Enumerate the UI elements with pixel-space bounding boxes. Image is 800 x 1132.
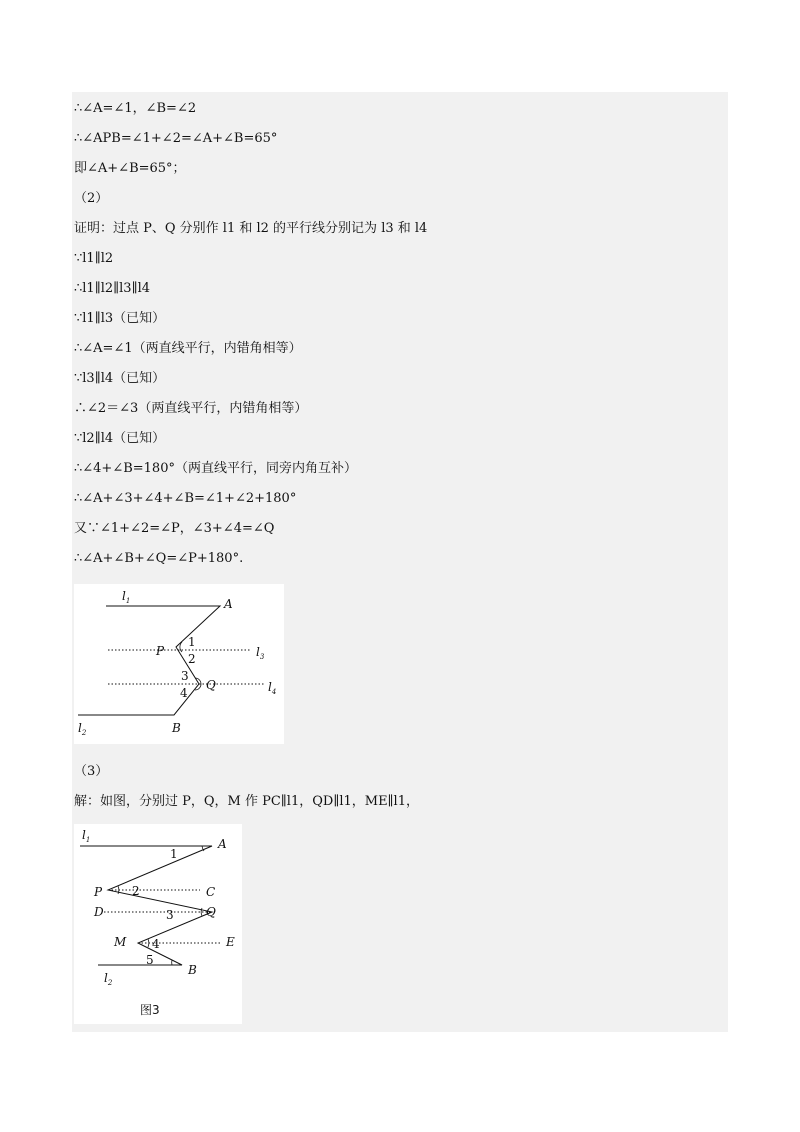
proof-line-15: 又∵∠1+∠2=∠P，∠3+∠4=∠Q xyxy=(74,521,275,536)
angle-label-2: 2 xyxy=(188,652,196,666)
label-c: C xyxy=(206,885,216,899)
angle-arc-2 xyxy=(118,886,119,894)
label-d: D xyxy=(94,905,104,919)
angle-label-1: 1 xyxy=(170,847,178,861)
proof-line-16: ∴∠A+∠B+∠Q=∠P+180°. xyxy=(74,551,244,566)
proof-line-9: ∴∠A=∠1（两直线平行，内错角相等） xyxy=(74,341,302,356)
zigzag-path xyxy=(78,606,220,715)
proof-line-5: 证明：过点 P、Q 分别作 l1 和 l2 的平行线分别记为 l3 和 l4 xyxy=(74,221,428,236)
label-p: P xyxy=(94,885,103,899)
angle-label-2: 2 xyxy=(132,884,140,898)
label-l2: $l_2$ xyxy=(78,721,87,737)
part-3-solution: 解：如图，分别过 P，Q，M 作 PC∥l1，QD∥l1，ME∥l1， xyxy=(74,794,419,809)
figure-3-diagram xyxy=(74,824,242,1024)
label-a: A xyxy=(224,597,233,611)
proof-line-2: ∴∠APB=∠1+∠2=∠A+∠B=65° xyxy=(74,131,278,146)
label-a: A xyxy=(218,837,227,851)
proof-line-12: ∵l2∥l4（已知） xyxy=(74,431,166,446)
figure-1 xyxy=(74,584,284,744)
angle-arc-4 xyxy=(148,939,149,947)
angle-label-4: 4 xyxy=(152,937,160,951)
label-l3: $l_3$ xyxy=(256,645,265,661)
label-m: M xyxy=(114,935,127,949)
proof-line-7: ∴l1∥l2∥l3∥l4 xyxy=(74,281,151,296)
label-l2: $l_2$ xyxy=(104,971,113,987)
label-b: B xyxy=(172,721,181,735)
angle-arc-3 xyxy=(201,908,202,916)
label-e: E xyxy=(226,935,235,949)
proof-line-1: ∴∠A=∠1，∠B=∠2 xyxy=(74,101,197,116)
label-q: Q xyxy=(206,905,216,919)
angle-label-3: 3 xyxy=(181,669,189,683)
label-l1: $l_1$ xyxy=(82,828,91,844)
angle-label-1: 1 xyxy=(188,635,196,649)
figure-caption: 图3 xyxy=(140,1003,160,1017)
label-q: Q xyxy=(206,678,216,692)
figure-3 xyxy=(74,824,242,1024)
label-b: B xyxy=(188,963,197,977)
proof-line-13: ∴∠4+∠B=180°（两直线平行，同旁内角互补） xyxy=(74,461,357,476)
label-p: P xyxy=(156,644,165,658)
proof-line-10: ∵l3∥l4（已知） xyxy=(74,371,166,386)
angle-label-3: 3 xyxy=(166,908,174,922)
label-l1: $l_1$ xyxy=(122,589,131,605)
proof-line-11: ∴∠2＝∠3（两直线平行，内错角相等） xyxy=(74,401,308,416)
part-3-heading: （3） xyxy=(74,764,109,779)
angle-label-5: 5 xyxy=(146,953,154,967)
angle-label-4: 4 xyxy=(180,686,188,700)
proof-line-8: ∵l1∥l3（已知） xyxy=(74,311,166,326)
proof-line-3: 即∠A+∠B=65°； xyxy=(74,161,186,176)
label-l4: $l_4$ xyxy=(268,680,277,696)
proof-line-6: ∵l1∥l2 xyxy=(74,251,114,266)
figure-1-diagram xyxy=(74,584,284,744)
part-2-heading: （2） xyxy=(74,191,109,206)
proof-line-14: ∴∠A+∠3+∠4+∠B=∠1+∠2+180° xyxy=(74,491,297,506)
